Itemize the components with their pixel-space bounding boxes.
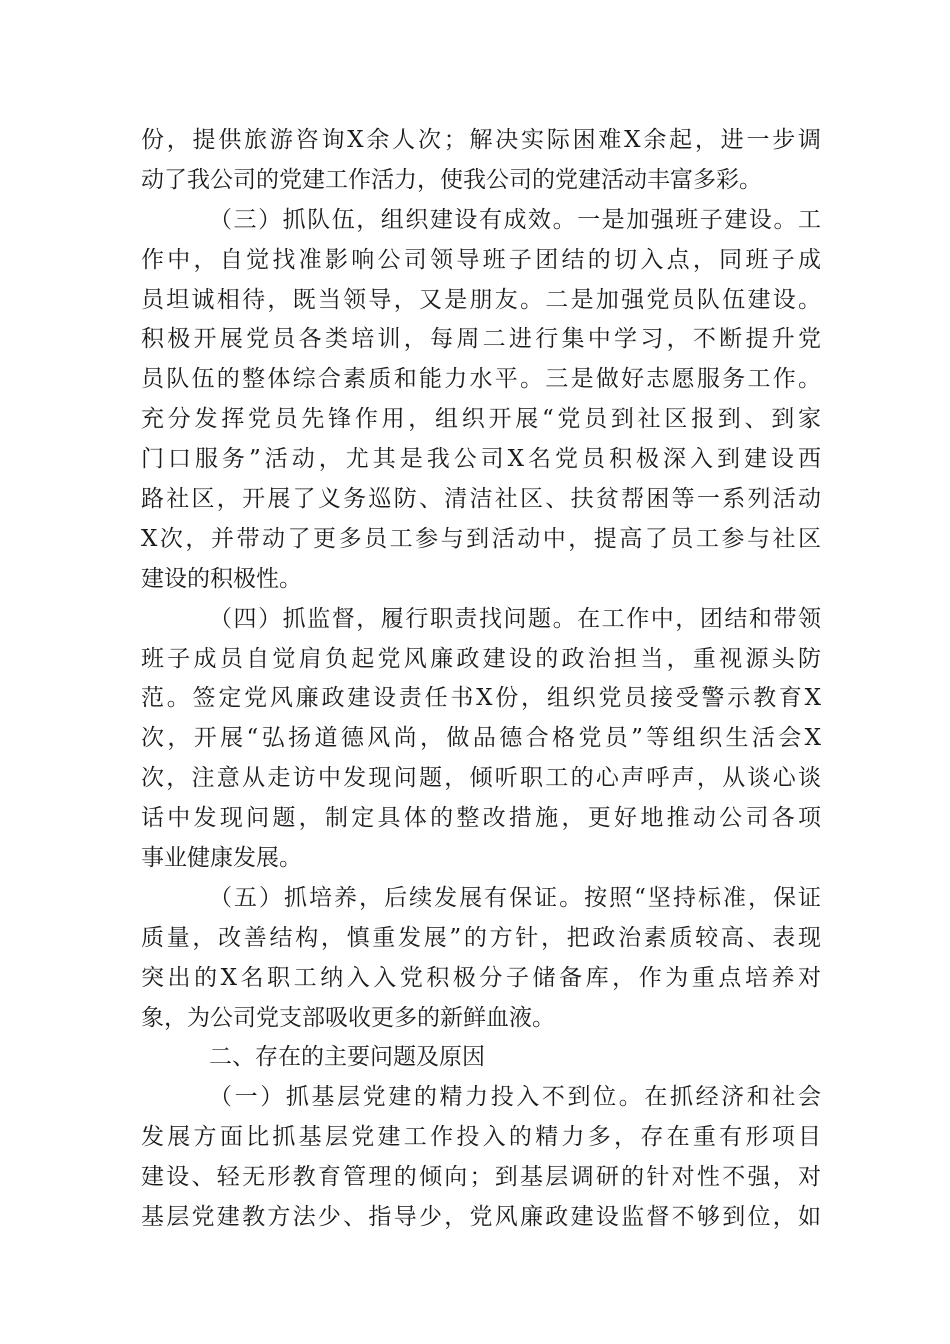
text-line: 次，注意从走访中发现问题，倾听职工的心声呼声，从谈心谈 [141,765,821,792]
document-body [141,121,821,1238]
text-line: 事业健康发展。 [141,845,302,872]
paragraph [141,879,821,1039]
text-line: 次，开展“弘扬道德风尚，做品德合格党员”等组织生活会X [141,725,821,752]
text-line: 话中发现问题，制定具体的整改措施，更好地推动公司各项 [141,805,821,832]
text-line: （五）抓培养，后续发展有保证。按照“坚持标准，保证 [209,884,821,911]
text-line: 范。签定党风廉政建设责任书X份，组织党员接受警示教育X [141,685,821,712]
text-line: 动了我公司的党建工作活力，使我公司的党建活动丰富多彩。 [141,166,762,193]
text-line: 象，为公司党支部吸收更多的新鲜血液。 [141,1004,555,1031]
text-line: 二、存在的主要问题及原因 [209,1044,485,1071]
text-line: 份，提供旅游咨询X余人次；解决实际困难X余起，进一步调 [141,127,821,153]
text-line: 突出的X名职工纳入入党积极分子储备库，作为重点培养对 [141,964,821,991]
paragraph [141,600,821,879]
paragraph [141,121,821,201]
text-line: 建设的积极性。 [141,565,302,592]
text-line: （四）抓监督，履行职责找问题。在工作中，团结和带领 [209,605,821,632]
text-line: 作中，自觉找准影响公司领导班子团结的切入点，同班子成 [141,246,821,273]
text-line: （三）抓队伍，组织建设有成效。一是加强班子建设。工 [209,206,821,233]
paragraph [141,1078,821,1238]
text-line: X次，并带动了更多员工参与到活动中，提高了员工参与社区 [141,525,821,552]
text-line: 员队伍的整体综合素质和能力水平。三是做好志愿服务工作。 [141,366,821,393]
text-line: 充分发挥党员先锋作用，组织开展“党员到社区报到、到家 [141,406,821,433]
paragraph [141,201,821,600]
text-line: （一）抓基层党建的精力投入不到位。在抓经济和社会 [209,1084,821,1111]
text-line: 质量，改善结构，慎重发展”的方针，把政治素质较高、表现 [141,924,821,951]
text-line: 路社区，开展了义务巡防、清洁社区、扶贫帮困等一系列活动 [141,486,821,513]
text-line: 积极开展党员各类培训，每周二进行集中学习，不断提升党 [141,326,821,353]
section-heading [141,1038,821,1078]
text-line: 发展方面比抓基层党建工作投入的精力多，存在重有形项目 [141,1124,821,1151]
text-line: 基层党建教方法少、指导少，党风廉政建设监督不够到位，如 [141,1204,821,1231]
text-line: 员坦诚相待，既当领导，又是朋友。二是加强党员队伍建设。 [141,286,821,313]
text-line: 门口服务”活动，尤其是我公司X名党员积极深入到建设西 [141,446,821,473]
text-line: 建设、轻无形教育管理的倾向；到基层调研的针对性不强，对 [141,1164,821,1191]
text-line: 班子成员自觉肩负起党风廉政建设的政治担当，重视源头防 [141,645,821,672]
